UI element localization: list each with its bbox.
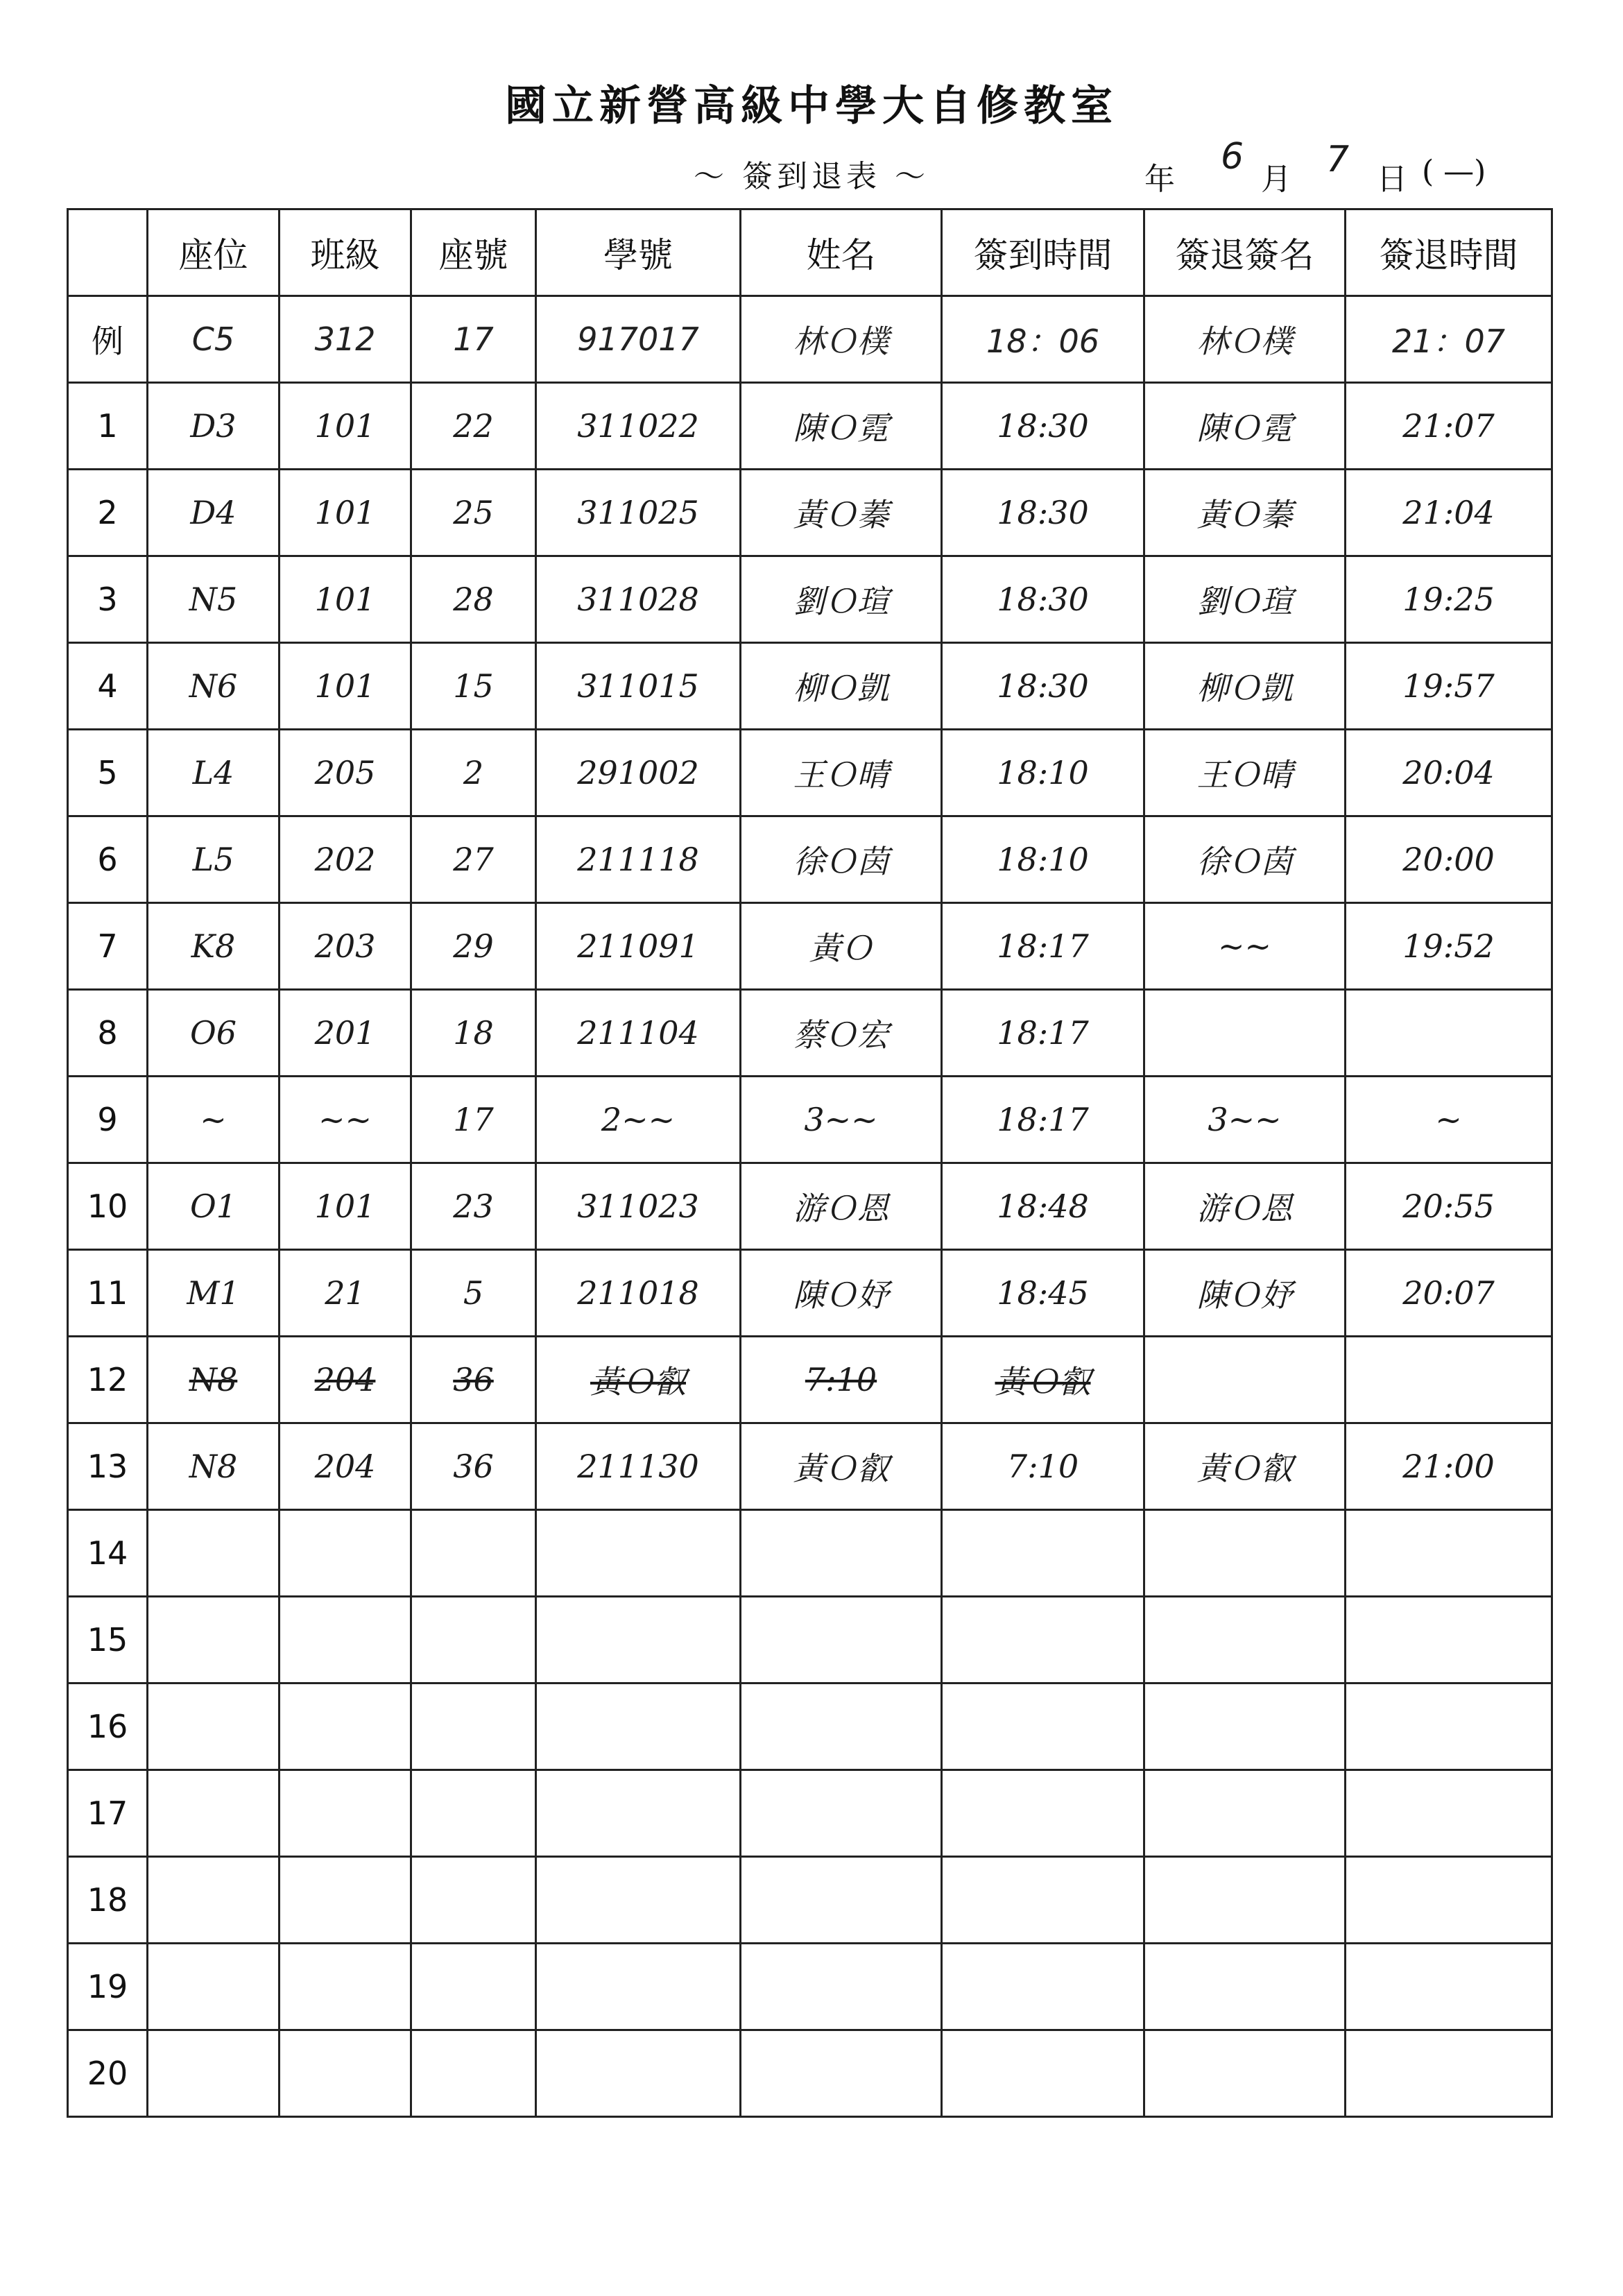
class-cell: 101 xyxy=(280,470,411,556)
table-row xyxy=(68,2030,1552,2117)
name-cell: 3~~ xyxy=(741,1077,942,1163)
student-id-cell xyxy=(536,1944,741,2030)
seat-number-cell: 36 xyxy=(411,1337,536,1423)
seat-cell xyxy=(148,1597,280,1684)
class-cell xyxy=(280,1770,411,1857)
table-row xyxy=(68,1250,1552,1337)
sign-in-time-cell: 18:45 xyxy=(942,1250,1144,1337)
header-cell: 座號 xyxy=(411,209,536,296)
row-number-cell: 10 xyxy=(68,1163,148,1250)
name-cell: 柳Ｏ凱 xyxy=(741,643,942,730)
table-row xyxy=(68,1770,1552,1857)
table-row xyxy=(68,1857,1552,1944)
row-number-cell: 6 xyxy=(68,816,148,903)
seat-cell: L4 xyxy=(148,730,280,816)
header-cell xyxy=(68,209,148,296)
class-cell xyxy=(280,1684,411,1770)
sign-out-time-cell xyxy=(1346,1857,1552,1944)
student-id-cell: 311022 xyxy=(536,383,741,470)
name-cell: 黃Ｏ蓁 xyxy=(741,470,942,556)
student-id-cell xyxy=(536,1770,741,1857)
name-cell: 林Ｏ樸 xyxy=(741,296,942,383)
sign-in-time-cell xyxy=(942,1770,1144,1857)
sign-out-time-cell: 20:07 xyxy=(1346,1250,1552,1337)
student-id-cell: 311023 xyxy=(536,1163,741,1250)
student-id-cell: 211018 xyxy=(536,1250,741,1337)
date-month-value: 6 xyxy=(1221,136,1244,178)
seat-number-cell xyxy=(411,1944,536,2030)
seat-number-cell: 17 xyxy=(411,1077,536,1163)
table-row xyxy=(68,1077,1552,1163)
seat-number-cell: 22 xyxy=(411,383,536,470)
seat-number-cell xyxy=(411,1510,536,1597)
student-id-cell xyxy=(536,1510,741,1597)
name-cell xyxy=(741,2030,942,2117)
table-row xyxy=(68,1597,1552,1684)
name-cell: 陳Ｏ妤 xyxy=(741,1250,942,1337)
sign-out-signature-cell xyxy=(1144,1857,1346,1944)
seat-number-cell: 28 xyxy=(411,556,536,643)
sign-in-time-cell xyxy=(942,2030,1144,2117)
class-cell: 101 xyxy=(280,643,411,730)
student-id-cell: 291002 xyxy=(536,730,741,816)
seat-cell: O6 xyxy=(148,990,280,1077)
row-number-cell: 2 xyxy=(68,470,148,556)
seat-cell xyxy=(148,1684,280,1770)
row-number-cell: 5 xyxy=(68,730,148,816)
sign-out-time-cell xyxy=(1346,1337,1552,1423)
row-number-cell: 3 xyxy=(68,556,148,643)
student-id-cell: 211118 xyxy=(536,816,741,903)
name-cell xyxy=(741,1510,942,1597)
seat-number-cell: 15 xyxy=(411,643,536,730)
sign-out-time-cell xyxy=(1346,2030,1552,2117)
student-id-cell: 211104 xyxy=(536,990,741,1077)
class-cell: 202 xyxy=(280,816,411,903)
row-number-cell: 19 xyxy=(68,1944,148,2030)
sign-out-time-cell: ~ xyxy=(1346,1077,1552,1163)
seat-number-cell: 17 xyxy=(411,296,536,383)
sign-out-time-cell xyxy=(1346,1944,1552,2030)
seat-cell xyxy=(148,1944,280,2030)
seat-cell: C5 xyxy=(148,296,280,383)
sign-in-time-cell: 18:48 xyxy=(942,1163,1144,1250)
sign-out-signature-cell: 黃Ｏ叡 xyxy=(1144,1423,1346,1510)
sign-in-time-cell: 7:10 xyxy=(942,1423,1144,1510)
sign-out-time-cell xyxy=(1346,1684,1552,1770)
sign-in-time-cell: 18:30 xyxy=(942,643,1144,730)
student-id-cell xyxy=(536,1597,741,1684)
sign-out-signature-cell: 游Ｏ恩 xyxy=(1144,1163,1346,1250)
class-cell: ~~ xyxy=(280,1077,411,1163)
name-cell: 黃Ｏ叡 xyxy=(741,1423,942,1510)
sign-out-time-cell: 19:52 xyxy=(1346,903,1552,990)
row-number-cell: 1 xyxy=(68,383,148,470)
sign-out-time-cell: 21:00 xyxy=(1346,1423,1552,1510)
sign-out-signature-cell: 柳Ｏ凱 xyxy=(1144,643,1346,730)
name-cell: 劉Ｏ瑄 xyxy=(741,556,942,643)
sign-out-time-cell xyxy=(1346,1510,1552,1597)
seat-number-cell xyxy=(411,1684,536,1770)
seat-number-cell xyxy=(411,1770,536,1857)
row-number-cell: 9 xyxy=(68,1077,148,1163)
sign-out-signature-cell xyxy=(1144,1597,1346,1684)
header-cell: 簽到時間 xyxy=(942,209,1144,296)
student-id-cell: 311015 xyxy=(536,643,741,730)
class-cell xyxy=(280,1857,411,1944)
sign-in-time-cell: 18:10 xyxy=(942,730,1144,816)
table-row xyxy=(68,296,1552,383)
sign-out-signature-cell: 陳Ｏ妤 xyxy=(1144,1250,1346,1337)
sign-in-time-cell: 18:30 xyxy=(942,556,1144,643)
sign-out-signature-cell: 3~~ xyxy=(1144,1077,1346,1163)
seat-number-cell: 29 xyxy=(411,903,536,990)
row-number-cell: 4 xyxy=(68,643,148,730)
sign-in-time-cell: 18:17 xyxy=(942,1077,1144,1163)
student-id-cell xyxy=(536,1684,741,1770)
sign-in-time-cell: 18:30 xyxy=(942,383,1144,470)
student-id-cell xyxy=(536,2030,741,2117)
sign-out-time-cell: 19:57 xyxy=(1346,643,1552,730)
header-cell: 簽退簽名 xyxy=(1144,209,1346,296)
class-cell: 101 xyxy=(280,383,411,470)
sign-out-signature-cell: 陳Ｏ霓 xyxy=(1144,383,1346,470)
student-id-cell: 211130 xyxy=(536,1423,741,1510)
sign-out-time-cell: 21:04 xyxy=(1346,470,1552,556)
seat-cell: K8 xyxy=(148,903,280,990)
name-cell xyxy=(741,1944,942,2030)
table-row xyxy=(68,903,1552,990)
row-number-cell: 20 xyxy=(68,2030,148,2117)
student-id-cell: 311028 xyxy=(536,556,741,643)
table-row xyxy=(68,556,1552,643)
header-cell: 座位 xyxy=(148,209,280,296)
class-cell: 312 xyxy=(280,296,411,383)
sign-out-signature-cell xyxy=(1144,990,1346,1077)
sign-out-signature-cell xyxy=(1144,1684,1346,1770)
sign-out-time-cell: 20:04 xyxy=(1346,730,1552,816)
sign-out-time-cell xyxy=(1346,1770,1552,1857)
student-id-cell: 311025 xyxy=(536,470,741,556)
sign-out-time-cell: 19:25 xyxy=(1346,556,1552,643)
row-number-cell: 8 xyxy=(68,990,148,1077)
page-subtitle: ～ 簽到退表 ～ xyxy=(694,159,929,194)
class-cell: 101 xyxy=(280,1163,411,1250)
sign-out-signature-cell: 王Ｏ晴 xyxy=(1144,730,1346,816)
class-cell: 21 xyxy=(280,1250,411,1337)
row-number-cell: 16 xyxy=(68,1684,148,1770)
table-row xyxy=(68,1337,1552,1423)
table-row xyxy=(68,1944,1552,2030)
seat-number-cell: 25 xyxy=(411,470,536,556)
seat-number-cell: 5 xyxy=(411,1250,536,1337)
table-row xyxy=(68,383,1552,470)
class-cell: 205 xyxy=(280,730,411,816)
sign-in-time-cell xyxy=(942,1684,1144,1770)
sign-out-signature-cell: 林Ｏ樸 xyxy=(1144,296,1346,383)
class-cell: 101 xyxy=(280,556,411,643)
sign-out-time-cell: 20:55 xyxy=(1346,1163,1552,1250)
seat-number-cell xyxy=(411,2030,536,2117)
class-cell: 201 xyxy=(280,990,411,1077)
table-row xyxy=(68,1510,1552,1597)
student-id-cell: 211091 xyxy=(536,903,741,990)
name-cell: 游Ｏ恩 xyxy=(741,1163,942,1250)
table-row xyxy=(68,730,1552,816)
row-number-cell: 17 xyxy=(68,1770,148,1857)
class-cell xyxy=(280,1944,411,2030)
table-row xyxy=(68,1163,1552,1250)
name-cell: 陳Ｏ霓 xyxy=(741,383,942,470)
seat-number-cell: 27 xyxy=(411,816,536,903)
row-number-cell: 例 xyxy=(68,296,148,383)
date-day-value: 7 xyxy=(1326,139,1350,180)
seat-cell xyxy=(148,1510,280,1597)
sign-in-time-cell xyxy=(942,1944,1144,2030)
student-id-cell: 黃Ｏ叡 xyxy=(536,1337,741,1423)
name-cell xyxy=(741,1684,942,1770)
sign-out-signature-cell xyxy=(1144,1770,1346,1857)
sign-in-time-cell: 黃Ｏ叡 xyxy=(942,1337,1144,1423)
seat-cell: N6 xyxy=(148,643,280,730)
class-cell: 204 xyxy=(280,1337,411,1423)
seat-cell: N5 xyxy=(148,556,280,643)
page-title: 國立新營高級中學大自修教室 xyxy=(505,82,1118,130)
seat-cell xyxy=(148,1857,280,1944)
class-cell: 203 xyxy=(280,903,411,990)
date-month-label: 月 xyxy=(1261,162,1291,197)
sign-out-time-cell: 21：07 xyxy=(1346,296,1552,383)
header-cell: 學號 xyxy=(536,209,741,296)
sign-in-time-cell xyxy=(942,1597,1144,1684)
header-cell: 姓名 xyxy=(741,209,942,296)
seat-cell: N8 xyxy=(148,1337,280,1423)
row-number-cell: 14 xyxy=(68,1510,148,1597)
student-id-cell xyxy=(536,1857,741,1944)
sign-out-signature-cell xyxy=(1144,2030,1346,2117)
class-cell xyxy=(280,1510,411,1597)
seat-number-cell xyxy=(411,1597,536,1684)
sign-out-time-cell: 20:00 xyxy=(1346,816,1552,903)
table-row xyxy=(68,990,1552,1077)
seat-cell xyxy=(148,2030,280,2117)
seat-cell: O1 xyxy=(148,1163,280,1250)
sign-out-signature-cell: 黃Ｏ蓁 xyxy=(1144,470,1346,556)
name-cell xyxy=(741,1597,942,1684)
name-cell: 蔡Ｏ宏 xyxy=(741,990,942,1077)
seat-number-cell xyxy=(411,1857,536,1944)
seat-number-cell: 18 xyxy=(411,990,536,1077)
date-weekday: ( —) xyxy=(1422,154,1486,189)
seat-cell xyxy=(148,1770,280,1857)
name-cell: 徐Ｏ茵 xyxy=(741,816,942,903)
sign-in-time-cell: 18:10 xyxy=(942,816,1144,903)
class-cell xyxy=(280,2030,411,2117)
sign-out-signature-cell: ~~ xyxy=(1144,903,1346,990)
row-number-cell: 11 xyxy=(68,1250,148,1337)
header-cell: 班級 xyxy=(280,209,411,296)
name-cell xyxy=(741,1857,942,1944)
header-cell: 簽退時間 xyxy=(1346,209,1552,296)
seat-cell: ~ xyxy=(148,1077,280,1163)
row-number-cell: 13 xyxy=(68,1423,148,1510)
table-row xyxy=(68,643,1552,730)
name-cell: 王Ｏ晴 xyxy=(741,730,942,816)
sign-in-time-cell: 18:30 xyxy=(942,470,1144,556)
sign-out-signature-cell xyxy=(1144,1337,1346,1423)
seat-cell: D3 xyxy=(148,383,280,470)
sign-out-signature-cell xyxy=(1144,1944,1346,2030)
student-id-cell: 2~~ xyxy=(536,1077,741,1163)
row-number-cell: 15 xyxy=(68,1597,148,1684)
table-row xyxy=(68,470,1552,556)
class-cell: 204 xyxy=(280,1423,411,1510)
name-cell: 7:10 xyxy=(741,1337,942,1423)
seat-cell: D4 xyxy=(148,470,280,556)
sign-in-table xyxy=(67,208,1553,2118)
sign-in-time-cell xyxy=(942,1510,1144,1597)
table-row xyxy=(68,1423,1552,1510)
name-cell xyxy=(741,1770,942,1857)
sign-out-time-cell xyxy=(1346,990,1552,1077)
date-year-label: 年 xyxy=(1144,162,1175,197)
sign-in-time-cell xyxy=(942,1857,1144,1944)
seat-number-cell: 2 xyxy=(411,730,536,816)
sign-out-time-cell: 21:07 xyxy=(1346,383,1552,470)
sign-out-signature-cell: 徐Ｏ茵 xyxy=(1144,816,1346,903)
sign-out-signature-cell: 劉Ｏ瑄 xyxy=(1144,556,1346,643)
sign-out-time-cell xyxy=(1346,1597,1552,1684)
seat-number-cell: 23 xyxy=(411,1163,536,1250)
seat-cell: N8 xyxy=(148,1423,280,1510)
seat-cell: M1 xyxy=(148,1250,280,1337)
sign-in-time-cell: 18：06 xyxy=(942,296,1144,383)
seat-cell: L5 xyxy=(148,816,280,903)
row-number-cell: 18 xyxy=(68,1857,148,1944)
table-row xyxy=(68,816,1552,903)
header-row xyxy=(68,209,1552,296)
name-cell: 黃Ｏ xyxy=(741,903,942,990)
sign-in-time-cell: 18:17 xyxy=(942,903,1144,990)
row-number-cell: 12 xyxy=(68,1337,148,1423)
class-cell xyxy=(280,1597,411,1684)
sign-in-time-cell: 18:17 xyxy=(942,990,1144,1077)
table-row xyxy=(68,1684,1552,1770)
row-number-cell: 7 xyxy=(68,903,148,990)
date-day-label: 日 xyxy=(1377,162,1407,197)
sign-out-signature-cell xyxy=(1144,1510,1346,1597)
seat-number-cell: 36 xyxy=(411,1423,536,1510)
student-id-cell: 917017 xyxy=(536,296,741,383)
